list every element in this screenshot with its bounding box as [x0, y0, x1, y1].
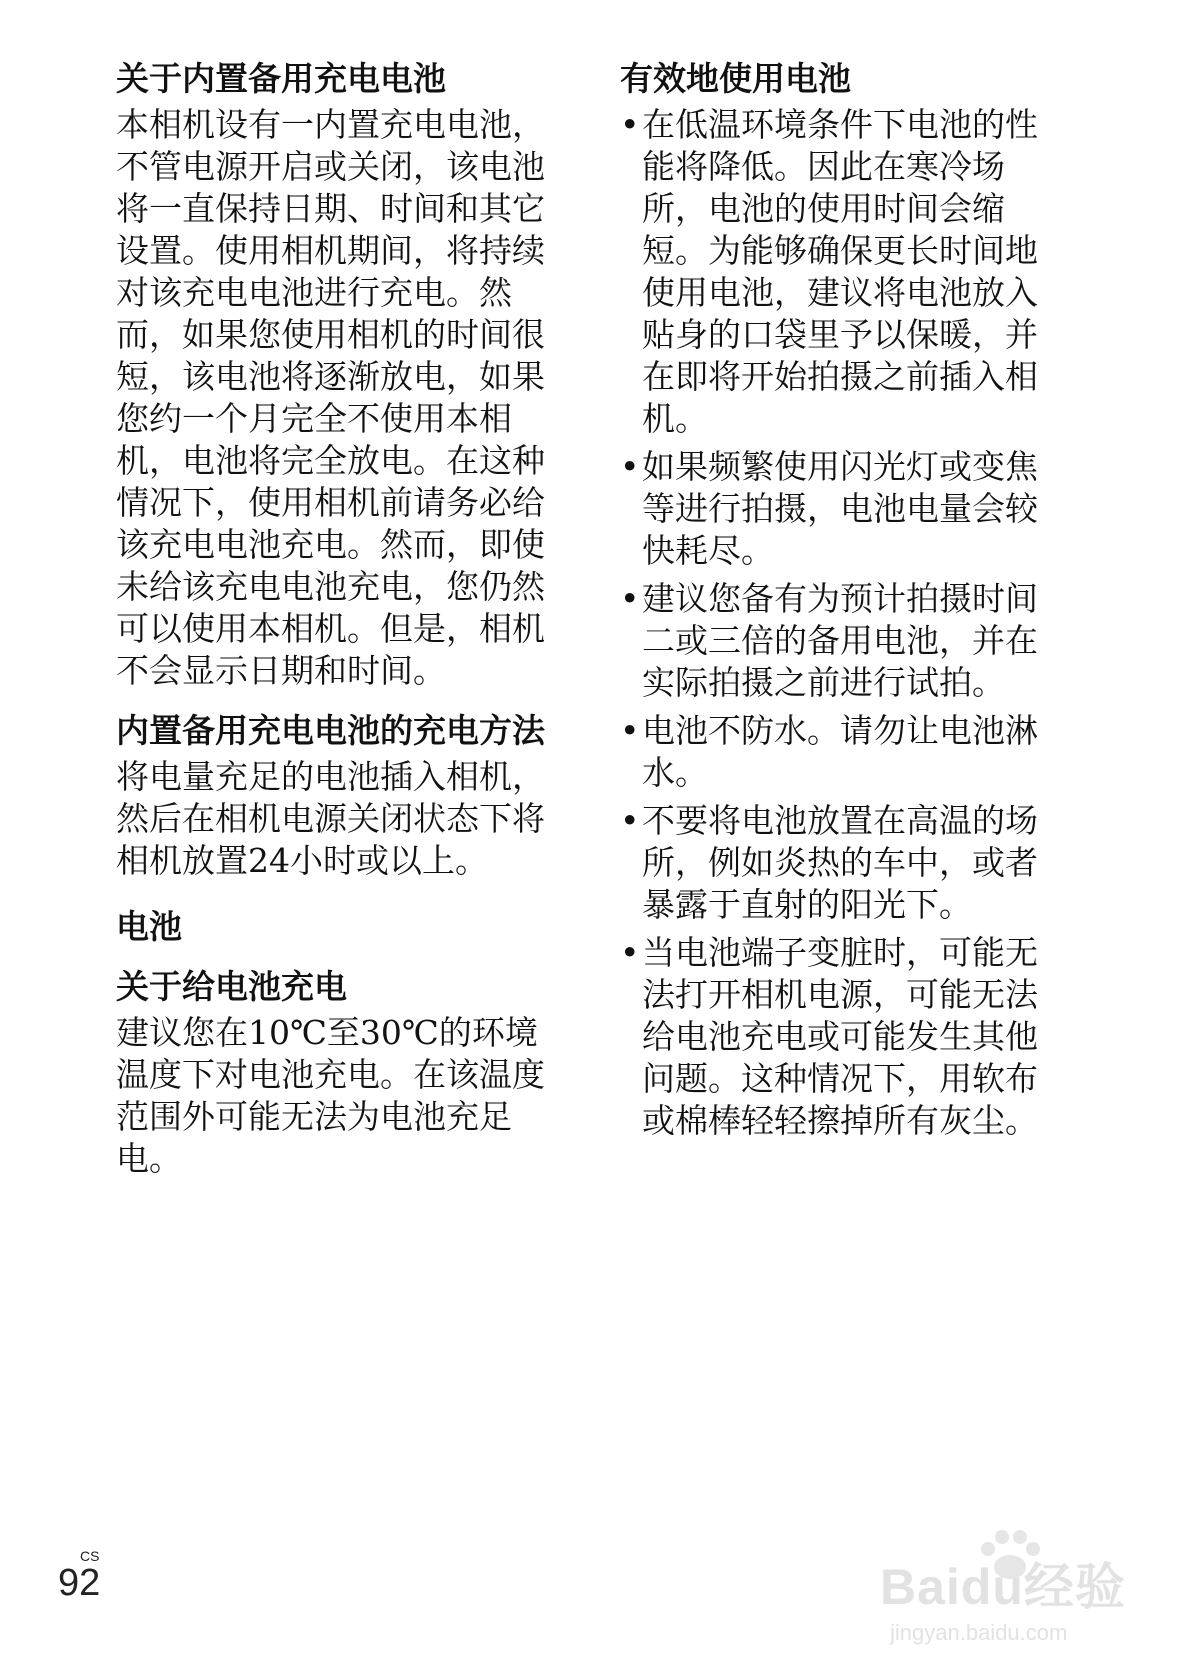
heading-efficient-battery-use: 有效地使用电池 — [620, 59, 851, 98]
bullet-icon: • — [620, 105, 640, 144]
page-number: 92 — [58, 1562, 101, 1604]
watermark-brand: Baidu经验 — [880, 1559, 1126, 1615]
paragraph-charging-method: 将电量充足的电池插入相机，然后在相机电源关闭状态下将相机放置24小时或以上。 — [116, 757, 545, 880]
bullet-list — [620, 104, 1070, 1142]
heading-battery: 电池 — [116, 907, 182, 946]
watermark-url: jingyan.baidu.com — [890, 1620, 1068, 1645]
list-item: • 在低温环境条件下电池的性能将降低。因此在寒冷场所，电池的使用时间会缩短。为能够确保更长时间地使用电池，建议将电池放入贴身的口袋里予以保暖，并在即将开始拍摄之前插入相机。 — [620, 105, 1038, 438]
bullet-icon: • — [620, 579, 640, 618]
heading-charging-method: 内置备用充电电池的充电方法 — [116, 711, 545, 750]
list-item: • 电池不防水。请勿让电池淋水。 — [620, 711, 1038, 792]
bullet-icon: • — [620, 447, 640, 486]
list-item: • 当电池端子变脏时，可能无法打开相机电源，可能无法给电池充电或可能发生其他问题。这种情况下，用软布或棉棒轻轻擦掉所有灰尘。 — [620, 933, 1038, 1140]
list-item: • 不要将电池放置在高温的场所，例如炎热的车中，或者暴露于直射的阳光下。 — [620, 801, 1038, 924]
paragraph-charging-battery: 建议您在10℃至30℃的环境温度下对电池充电。在该温度范围外可能无法为电池充足电。 — [116, 1013, 545, 1178]
bullet-icon: • — [620, 801, 640, 840]
paragraph-builtin-backup-battery: 本相机设有一内置充电电池，不管电源开启或关闭，该电池将一直保持日期、时间和其它设置。使用相机期间，将持续对该充电电池进行充电。然而，如果您使用相机的时间很短，该电池将逐渐放电，如果您约一个月完全不使用本相机，电池将完全放电。在这种情况下，使用相机前请务必给该充电电池充电。然而，即使未给该充电电池充电，您仍然可以使用本相机。但是，相机不会显示日期和时间。 — [116, 105, 545, 690]
left-column — [116, 58, 566, 1180]
language-code: CS — [80, 1548, 100, 1564]
baidu-watermark — [850, 1525, 1150, 1665]
bullet-icon: • — [620, 711, 640, 750]
heading-charging-battery: 关于给电池充电 — [116, 967, 347, 1006]
right-column — [620, 58, 1070, 1148]
list-item: • 建议您备有为预计拍摄时间二或三倍的备用电池，并在实际拍摄之前进行试拍。 — [620, 579, 1038, 702]
heading-builtin-backup-battery: 关于内置备用充电电池 — [116, 59, 446, 98]
bullet-icon: • — [620, 933, 640, 972]
list-item: • 如果频繁使用闪光灯或变焦等进行拍摄，电池电量会较快耗尽。 — [620, 447, 1038, 570]
